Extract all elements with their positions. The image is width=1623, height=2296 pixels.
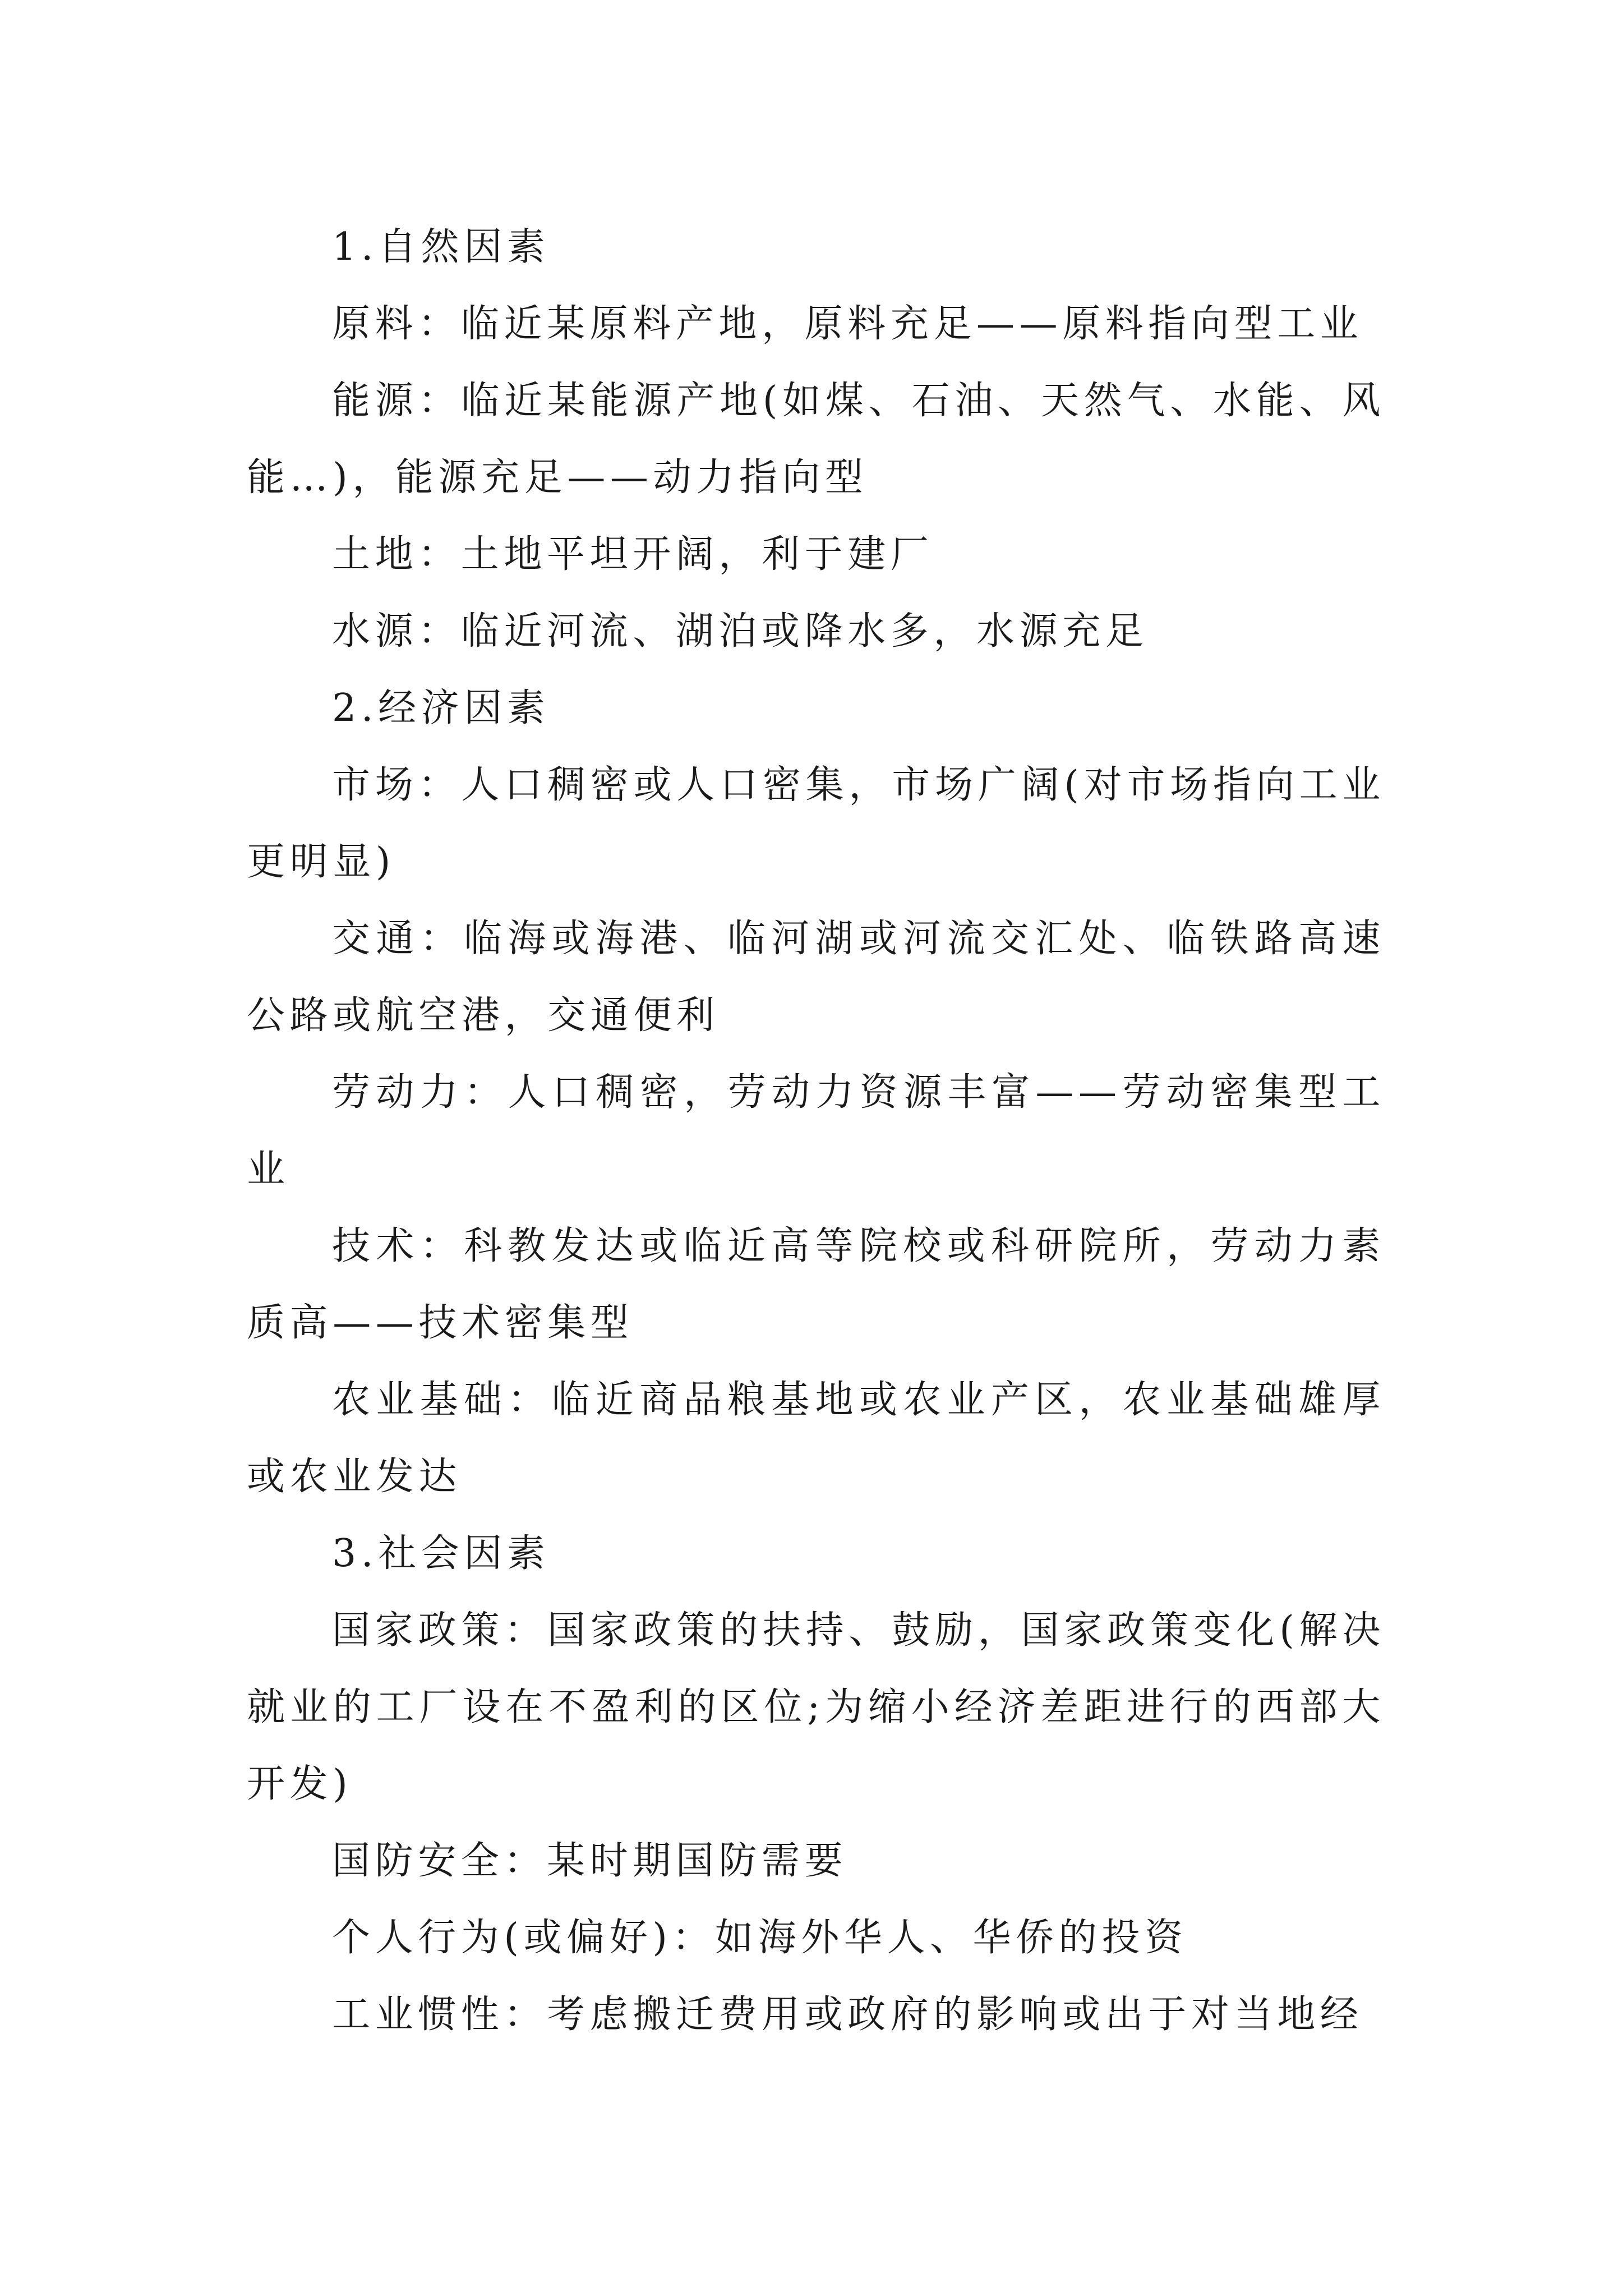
paragraph-water: 水源：临近河流、湖泊或降水多，水源充足 — [332, 609, 1149, 654]
paragraph-labor: 劳动力：人口稠密，劳动力资源丰富——劳动密集型工业 — [247, 1070, 1385, 1191]
section-heading-social: 3.社会因素 — [332, 1531, 550, 1576]
paragraph-inertia: 工业惯性：考虑搬迁费用或政府的影响或出于对当地经 — [332, 1993, 1363, 2037]
paragraph-defense: 国防安全：某时期国防需要 — [332, 1839, 848, 1883]
paragraph-transport: 交通：临海或海港、临河湖或河流交汇处、临铁路高速公路或航空港，交通便利 — [247, 917, 1385, 1038]
paragraph-agriculture: 农业基础：临近商品粮基地或农业产区，农业基础雄厚或农业发达 — [247, 1378, 1385, 1499]
section-heading-economic: 2.经济因素 — [332, 686, 550, 730]
paragraph-personal: 个人行为(或偏好)：如海外华人、华侨的投资 — [332, 1916, 1188, 1960]
paragraph-policy: 国家政策：国家政策的扶持、鼓励，国家政策变化(解决就业的工厂设在不盈利的区位;为缩小经济差距进行的西部大开发) — [247, 1608, 1385, 1806]
paragraph-market: 市场：人口稠密或人口密集，市场广阔(对市场指向工业更明显) — [247, 763, 1385, 884]
section-heading-natural: 1.自然因素 — [332, 225, 550, 269]
paragraph-raw-materials: 原料：临近某原料产地，原料充足——原料指向型工业 — [332, 302, 1363, 346]
document-page — [247, 209, 1385, 2053]
paragraph-technology: 技术：科教发达或临近高等院校或科研院所，劳动力素质高——技术密集型 — [247, 1224, 1385, 1345]
paragraph-land: 土地：土地平坦开阔，利于建厂 — [332, 532, 934, 577]
paragraph-energy: 能源：临近某能源产地(如煤、石油、天然气、水能、风能…)，能源充足——动力指向型 — [247, 379, 1385, 500]
